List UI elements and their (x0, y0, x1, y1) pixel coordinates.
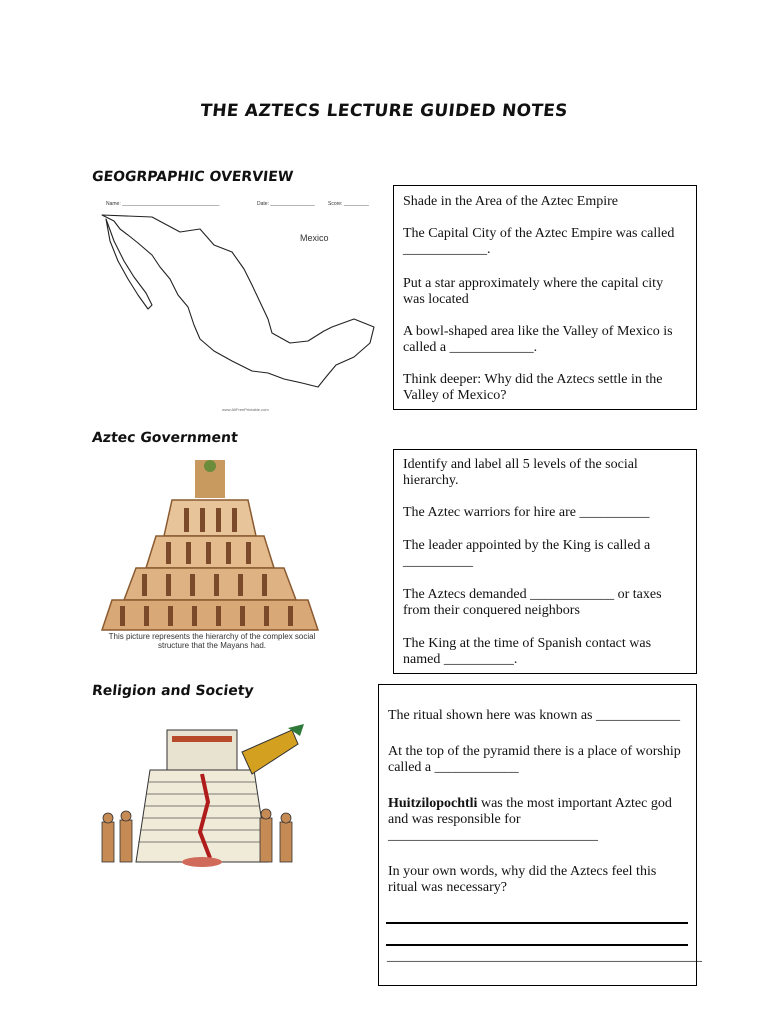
gov-question-5: The King at the time of Spanish contact was named __________. (403, 636, 652, 667)
map-date-label: Date: ________________ (257, 201, 315, 207)
gov-question-2: The Aztec warriors for hire are __________ (403, 505, 650, 520)
gov-question-3: The leader appointed by the King is called a __________ (403, 538, 651, 569)
geo-question-3: Put a star approximately where the capital city was located (403, 276, 664, 307)
answer-line-3: _____________________________________________ (387, 949, 702, 964)
religion-question-3 (388, 796, 687, 844)
geo-question-1: Shade in the Area of the Aztec Empire (403, 194, 618, 209)
religion-question-2: At the top of the pyramid there is a place of worship called a ____________ (388, 744, 681, 775)
pyramid-illustration-icon (92, 452, 332, 632)
answer-line-1 (386, 922, 688, 924)
geography-questions-box (393, 185, 697, 410)
ritual-illustration-image (92, 722, 307, 882)
geo-question-4: A bowl-shaped area like the Valley of Mexico is called a ____________. (403, 324, 673, 355)
gov-question-4: The Aztecs demanded ____________ or taxes from their conquered neighbors (403, 587, 662, 618)
map-score-label: Score: _________ (328, 201, 369, 207)
government-questions-box (393, 449, 697, 674)
social-pyramid-image (92, 452, 332, 672)
map-footer-url: www.AllFreePrintable.com (222, 407, 269, 412)
mexico-map-image (92, 193, 382, 418)
section-heading-government: Aztec Government (91, 430, 239, 446)
section-heading-geography: GEOGRPAPHIC OVERVIEW (91, 169, 294, 185)
geo-question-5: Think deeper: Why did the Aztecs settle in the Valley of Mexico? (403, 372, 663, 403)
answer-line-2 (386, 944, 688, 946)
section-heading-religion: Religion and Society (91, 683, 255, 699)
ritual-scene-icon (92, 722, 307, 882)
religion-question-4: In your own words, why did the Aztecs feel this ritual was necessary? (388, 864, 657, 895)
map-country-label: Mexico (300, 233, 329, 243)
geo-question-2: The Capital City of the Aztec Empire was called ____________. (403, 226, 675, 257)
pyramid-caption: This picture represents the hierarchy of the complex social structure that the Mayans had. (108, 632, 316, 650)
gov-question-1: Identify and label all 5 levels of the social hierarchy. (403, 457, 638, 488)
god-name: Huitzilopochtli (388, 796, 478, 811)
map-name-label: Name: ___________________________________ (106, 201, 220, 207)
page-title: THE AZTECS LECTURE GUIDED NOTES (199, 101, 569, 121)
god-question-text: was the most important Aztec god and was responsible for ______________________________ (388, 796, 672, 843)
religion-question-1: The ritual shown here was known as ____________ (388, 708, 681, 723)
religion-questions-box (378, 684, 697, 986)
mexico-outline-icon (92, 207, 382, 407)
